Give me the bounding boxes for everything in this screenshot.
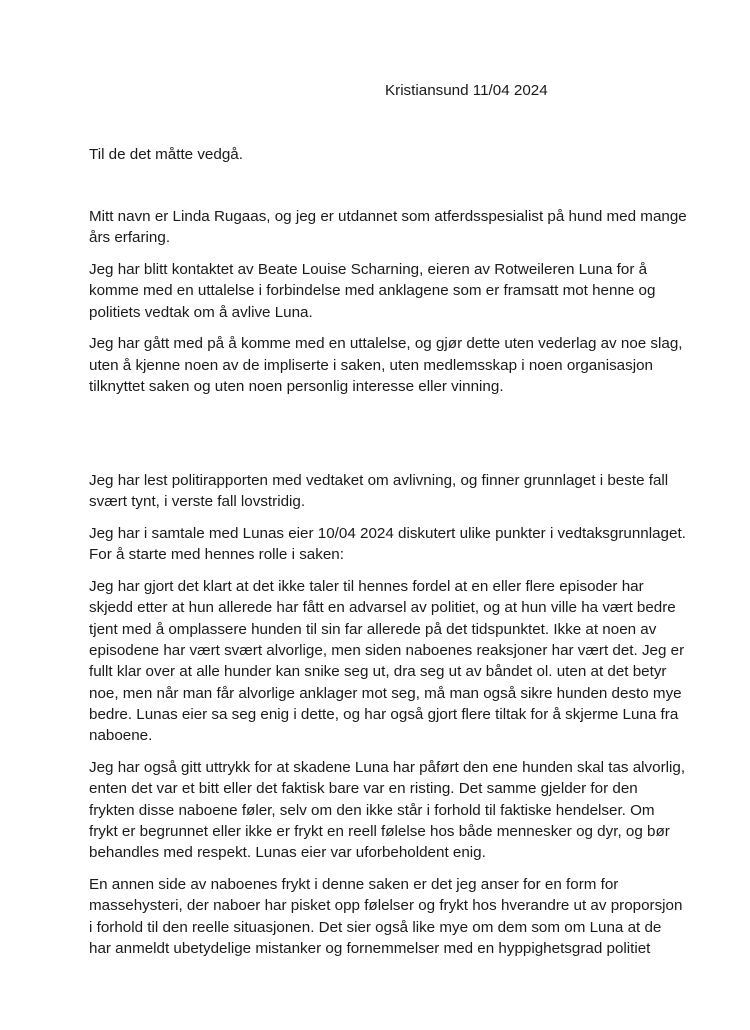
text-line: enten det var et bitt eller det faktisk bare var en risting. Det samme gjelder for den xyxy=(89,780,638,798)
text-line: Mitt navn er Linda Rugaas, og jeg er utdannet som atferdsspesialist på hund med mange xyxy=(89,208,687,225)
text-line: politiets vedtak om å avlive Luna. xyxy=(89,303,313,321)
text-line: Jeg har gått med på å komme med en uttalelse, og gjør dette uten vederlag av noe slag, xyxy=(89,335,683,353)
paragraph xyxy=(89,576,685,746)
text-line: episodene har vært svært alvorlige, men siden naboenes reaksjoner har vært det. Jeg er xyxy=(89,642,685,660)
paragraph xyxy=(89,757,686,863)
text-line: frykten disse naboene føler, selv om den ikke står i forhold til faktiske hendelser. Om xyxy=(89,801,655,819)
text-line: behandles med respekt. Lunas eier var uforbeholdent enig. xyxy=(89,844,486,862)
text-line: skjedd etter at hun allerede har fått en advarsel av politiet, og at hun ville ha vært bedre xyxy=(89,599,676,617)
text-line: svært tynt, i verste fall lovstridig. xyxy=(89,493,306,511)
text-line: års erfaring. xyxy=(89,229,171,247)
paragraph xyxy=(89,259,669,323)
place-date: Kristiansund 11/04 2024 xyxy=(385,82,548,99)
text-line: tjent med å omplassere hunden til sin far allerede på det tidspunktet. Ikke at noen av xyxy=(89,620,657,638)
text-line: naboene. xyxy=(89,727,153,745)
text-line: i forhold til den reelle situasjonen. Det sier også like mye om dem som om Luna at de xyxy=(89,918,662,936)
text-line: fullt klar over at alle hunder kan snike seg ut, dra seg ut av båndet ol. uten at det betyr xyxy=(89,663,667,681)
paragraph xyxy=(89,470,669,513)
paragraph xyxy=(89,206,687,249)
text-line: bedre. Lunas eier sa seg enig i dette, og har også gjort flere tiltak for å skjerme Luna fra xyxy=(89,705,679,723)
text-line: For å starte med hennes rolle i saken: xyxy=(89,546,344,564)
text-line: uten å kjenne noen av de impliserte i saken, uten medlemsskap i noen organisasjon xyxy=(89,356,653,374)
text-line: tilknyttet saken og uten noen personlig interesse eller vinning. xyxy=(89,378,504,396)
text-line: Jeg har i samtale med Lunas eier 10/04 2024 diskutert ulike punkter i vedtaksgrunnlaget. xyxy=(89,525,686,543)
text-line: Jeg har også gitt uttrykk for at skadene Luna har påført den ene hunden skal tas alvorlig, xyxy=(89,759,686,777)
text-line: En annen side av naboenes frykt i denne saken er det jeg anser for en form for xyxy=(89,876,619,894)
text-line: komme med en uttalelse i forbindelse med anklagene som er framsatt mot henne og xyxy=(89,282,656,300)
text-line: noe, men når man får alvorlige anklager mot seg, må man også sikre hunden desto mye xyxy=(89,684,682,702)
text-line: Jeg har blitt kontaktet av Beate Louise Scharning, eieren av Rotweileren Luna for å xyxy=(89,261,648,279)
paragraph xyxy=(89,523,686,566)
text-line: Jeg har gjort det klart at det ikke taler til hennes fordel at en eller flere episoder har xyxy=(89,578,644,596)
salutation: Til de det måtte vedgå. xyxy=(89,146,243,163)
text-line: Jeg har lest politirapporten med vedtaket om avlivning, og finner grunnlaget i beste fall xyxy=(89,472,669,489)
letter-body-bottom xyxy=(89,470,686,970)
paragraph xyxy=(89,333,683,397)
text-line: har anmeldt ubetydelige mistanker og fornemmelser med en hyppighetsgrad politiet xyxy=(89,939,651,957)
letter-body-top xyxy=(89,206,687,408)
text-line: massehysteri, der naboer har pisket opp følelser og frykt hos hverandre ut av proporsjon xyxy=(89,897,683,915)
text-line: frykt er begrunnet eller ikke er frykt en reell følelse hos både mennesker og dyr, og bør xyxy=(89,822,670,840)
paragraph xyxy=(89,874,683,959)
